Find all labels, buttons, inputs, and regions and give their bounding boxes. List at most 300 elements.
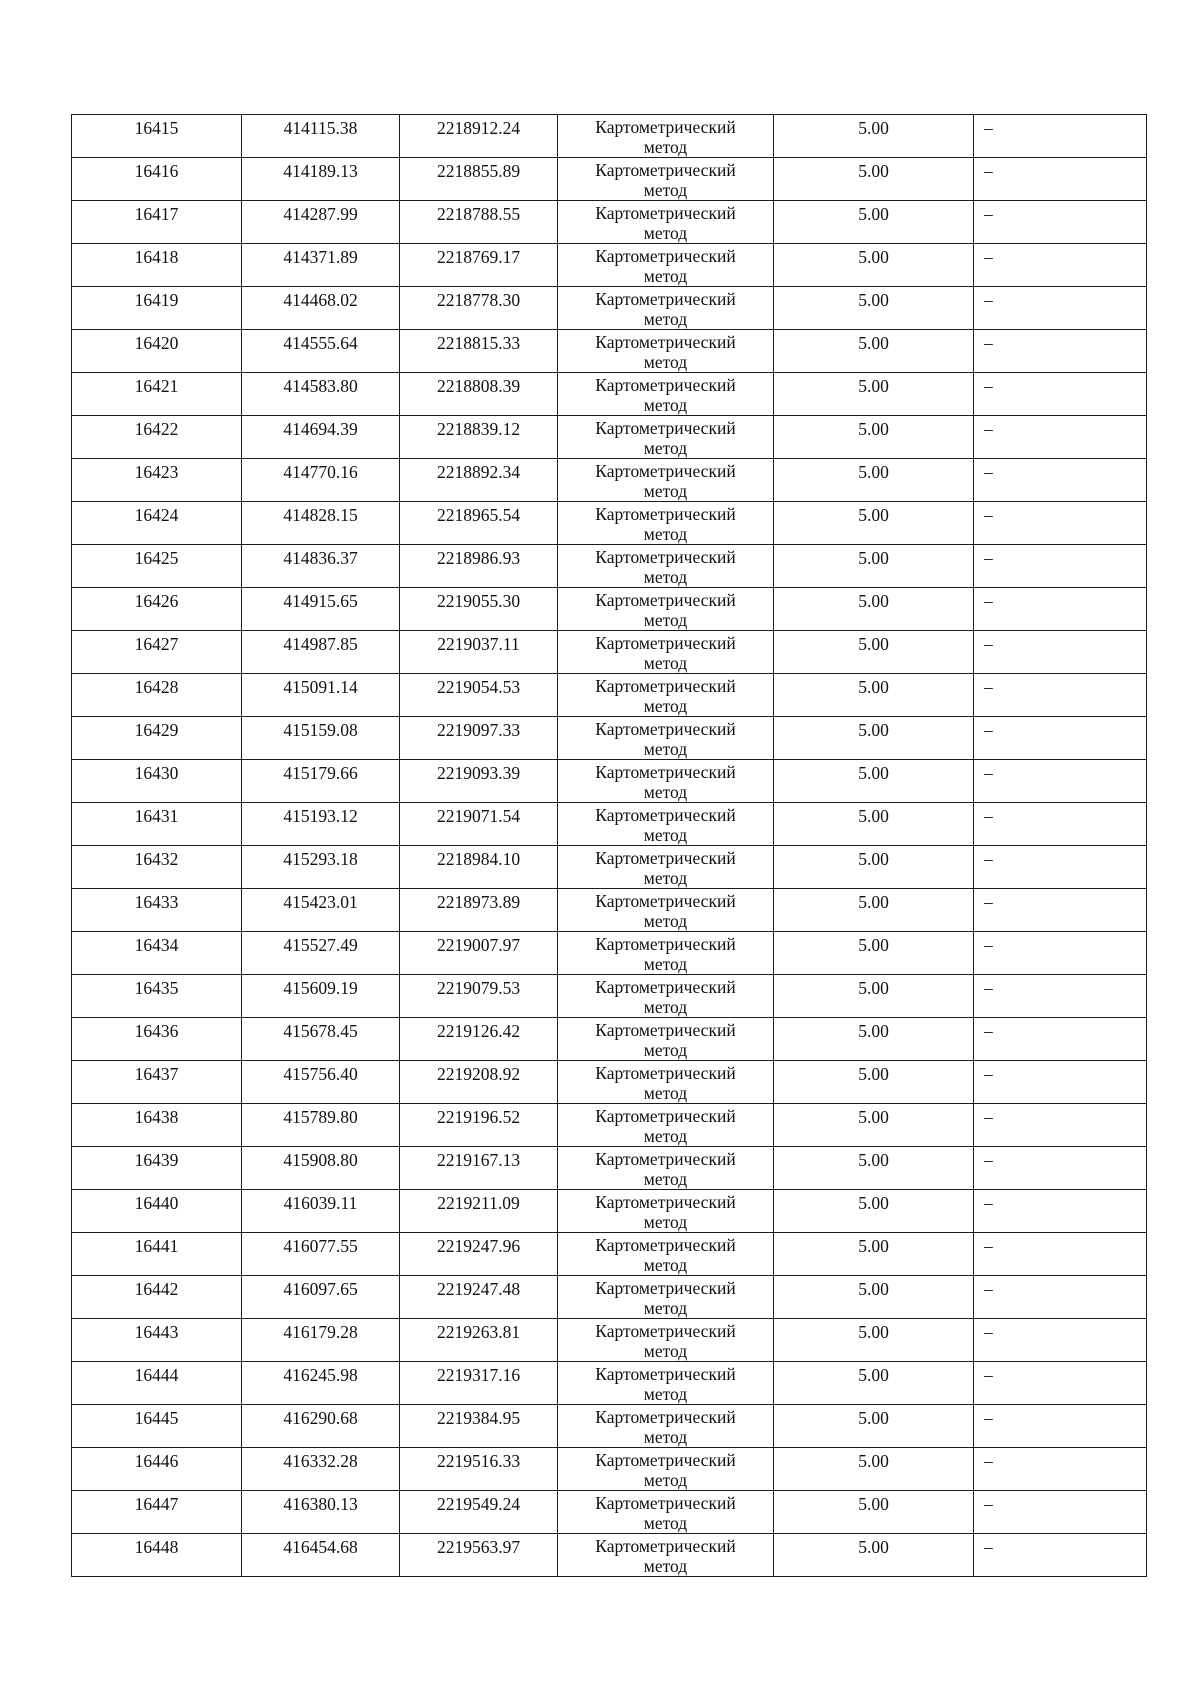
point-number-cell: 16415	[72, 115, 242, 158]
method-line-2: метод	[643, 610, 688, 630]
point-number-cell: 16441	[72, 1233, 242, 1276]
method-line-1: Картометрический	[595, 203, 736, 223]
method-line-2: метод	[643, 1040, 688, 1060]
method-cell	[558, 502, 774, 545]
coordinate-x-cell: 415756.40	[242, 1061, 400, 1104]
note-cell: –	[974, 631, 1147, 674]
note-cell: –	[974, 1491, 1147, 1534]
table-row	[72, 1104, 1147, 1147]
table-row	[72, 1061, 1147, 1104]
coordinate-x-cell: 416454.68	[242, 1534, 400, 1577]
coordinate-y-cell: 2219263.81	[400, 1319, 558, 1362]
precision-cell: 5.00	[774, 889, 974, 932]
method-cell	[558, 717, 774, 760]
method-line-1: Картометрический	[595, 934, 736, 954]
point-number-cell: 16436	[72, 1018, 242, 1061]
coordinate-x-cell: 415423.01	[242, 889, 400, 932]
coordinate-x-cell: 414987.85	[242, 631, 400, 674]
method-line-2: метод	[643, 825, 688, 845]
coordinate-x-cell: 415609.19	[242, 975, 400, 1018]
method-line-2: метод	[643, 309, 688, 329]
coordinate-y-cell: 2219007.97	[400, 932, 558, 975]
table-row	[72, 932, 1147, 975]
coordinate-x-cell: 415193.12	[242, 803, 400, 846]
method-line-2: метод	[643, 1212, 688, 1232]
method-cell	[558, 1061, 774, 1104]
precision-cell: 5.00	[774, 330, 974, 373]
precision-cell: 5.00	[774, 201, 974, 244]
coordinate-y-cell: 2219093.39	[400, 760, 558, 803]
coordinate-y-cell: 2219563.97	[400, 1534, 558, 1577]
coordinate-x-cell: 415527.49	[242, 932, 400, 975]
table-row	[72, 330, 1147, 373]
note-cell: –	[974, 1362, 1147, 1405]
method-cell	[558, 1276, 774, 1319]
table-row	[72, 717, 1147, 760]
point-number-cell: 16422	[72, 416, 242, 459]
point-number-cell: 16438	[72, 1104, 242, 1147]
note-cell: –	[974, 975, 1147, 1018]
method-cell	[558, 1190, 774, 1233]
note-cell: –	[974, 330, 1147, 373]
coordinate-x-cell: 414371.89	[242, 244, 400, 287]
method-line-1: Картометрический	[595, 848, 736, 868]
point-number-cell: 16417	[72, 201, 242, 244]
table-row	[72, 674, 1147, 717]
method-cell	[558, 674, 774, 717]
method-cell	[558, 1104, 774, 1147]
method-cell	[558, 631, 774, 674]
method-line-1: Картометрический	[595, 289, 736, 309]
method-line-1: Картометрический	[595, 1235, 736, 1255]
coordinate-x-cell: 414828.15	[242, 502, 400, 545]
precision-cell: 5.00	[774, 975, 974, 1018]
coordinate-y-cell: 2219247.96	[400, 1233, 558, 1276]
coordinate-y-cell: 2218973.89	[400, 889, 558, 932]
method-line-2: метод	[643, 696, 688, 716]
point-number-cell: 16444	[72, 1362, 242, 1405]
method-line-1: Картометрический	[595, 590, 736, 610]
coordinate-x-cell: 416332.28	[242, 1448, 400, 1491]
point-number-cell: 16435	[72, 975, 242, 1018]
precision-cell: 5.00	[774, 158, 974, 201]
table-row	[72, 631, 1147, 674]
coordinate-y-cell: 2219055.30	[400, 588, 558, 631]
method-cell	[558, 1362, 774, 1405]
table-row	[72, 1362, 1147, 1405]
point-number-cell: 16425	[72, 545, 242, 588]
coordinate-y-cell: 2218778.30	[400, 287, 558, 330]
method-line-1: Картометрический	[595, 805, 736, 825]
coordinates-table-body	[72, 115, 1147, 1577]
method-line-1: Картометрический	[595, 461, 736, 481]
method-line-1: Картометрический	[595, 1493, 736, 1513]
method-line-2: метод	[643, 481, 688, 501]
table-row	[72, 803, 1147, 846]
method-cell	[558, 201, 774, 244]
note-cell: –	[974, 760, 1147, 803]
coordinate-x-cell: 415159.08	[242, 717, 400, 760]
precision-cell: 5.00	[774, 803, 974, 846]
note-cell: –	[974, 287, 1147, 330]
method-cell	[558, 416, 774, 459]
note-cell: –	[974, 1147, 1147, 1190]
method-line-2: метод	[643, 653, 688, 673]
method-line-1: Картометрический	[595, 1278, 736, 1298]
precision-cell: 5.00	[774, 1319, 974, 1362]
method-line-1: Картометрический	[595, 246, 736, 266]
coordinate-x-cell: 414770.16	[242, 459, 400, 502]
coordinate-x-cell: 415091.14	[242, 674, 400, 717]
coordinate-x-cell: 416097.65	[242, 1276, 400, 1319]
method-line-1: Картометрический	[595, 891, 736, 911]
table-row	[72, 502, 1147, 545]
method-line-2: метод	[643, 395, 688, 415]
method-line-2: метод	[643, 1255, 688, 1275]
method-line-1: Картометрический	[595, 1321, 736, 1341]
coordinate-x-cell: 415678.45	[242, 1018, 400, 1061]
coordinate-x-cell: 416245.98	[242, 1362, 400, 1405]
method-cell	[558, 158, 774, 201]
coordinate-x-cell: 414583.80	[242, 373, 400, 416]
precision-cell: 5.00	[774, 1362, 974, 1405]
point-number-cell: 16427	[72, 631, 242, 674]
precision-cell: 5.00	[774, 588, 974, 631]
method-line-1: Картометрический	[595, 1536, 736, 1556]
coordinate-x-cell: 414468.02	[242, 287, 400, 330]
coordinate-x-cell: 416290.68	[242, 1405, 400, 1448]
method-line-1: Картометрический	[595, 977, 736, 997]
method-line-1: Картометрический	[595, 1063, 736, 1083]
method-line-1: Картометрический	[595, 1450, 736, 1470]
method-line-2: метод	[643, 997, 688, 1017]
coordinate-y-cell: 2219247.48	[400, 1276, 558, 1319]
point-number-cell: 16448	[72, 1534, 242, 1577]
method-line-2: метод	[643, 1384, 688, 1404]
method-line-2: метод	[643, 438, 688, 458]
precision-cell: 5.00	[774, 1061, 974, 1104]
method-line-2: метод	[643, 524, 688, 544]
coordinate-x-cell: 415293.18	[242, 846, 400, 889]
coordinate-x-cell: 416380.13	[242, 1491, 400, 1534]
note-cell: –	[974, 502, 1147, 545]
precision-cell: 5.00	[774, 244, 974, 287]
method-cell	[558, 1233, 774, 1276]
note-cell: –	[974, 1276, 1147, 1319]
method-line-2: метод	[643, 352, 688, 372]
precision-cell: 5.00	[774, 1534, 974, 1577]
coordinate-y-cell: 2218986.93	[400, 545, 558, 588]
coordinate-y-cell: 2219126.42	[400, 1018, 558, 1061]
method-cell	[558, 1405, 774, 1448]
precision-cell: 5.00	[774, 1233, 974, 1276]
precision-cell: 5.00	[774, 115, 974, 158]
method-line-1: Картометрический	[595, 504, 736, 524]
precision-cell: 5.00	[774, 1491, 974, 1534]
method-line-2: метод	[643, 782, 688, 802]
point-number-cell: 16426	[72, 588, 242, 631]
table-row	[72, 1405, 1147, 1448]
precision-cell: 5.00	[774, 1276, 974, 1319]
method-line-1: Картометрический	[595, 633, 736, 653]
method-cell	[558, 588, 774, 631]
precision-cell: 5.00	[774, 416, 974, 459]
coordinate-x-cell: 414555.64	[242, 330, 400, 373]
coordinate-y-cell: 2219071.54	[400, 803, 558, 846]
method-cell	[558, 1319, 774, 1362]
method-line-2: метод	[643, 180, 688, 200]
note-cell: –	[974, 1104, 1147, 1147]
method-line-2: метод	[643, 223, 688, 243]
coordinate-y-cell: 2218965.54	[400, 502, 558, 545]
table-row	[72, 889, 1147, 932]
table-row	[72, 846, 1147, 889]
table-row	[72, 1147, 1147, 1190]
precision-cell: 5.00	[774, 631, 974, 674]
method-cell	[558, 1147, 774, 1190]
method-cell	[558, 244, 774, 287]
note-cell: –	[974, 717, 1147, 760]
point-number-cell: 16423	[72, 459, 242, 502]
note-cell: –	[974, 1448, 1147, 1491]
coordinate-x-cell: 414287.99	[242, 201, 400, 244]
coordinates-table	[71, 114, 1147, 1577]
method-line-2: метод	[643, 1556, 688, 1576]
precision-cell: 5.00	[774, 1190, 974, 1233]
note-cell: –	[974, 244, 1147, 287]
note-cell: –	[974, 1534, 1147, 1577]
coordinate-y-cell: 2219384.95	[400, 1405, 558, 1448]
point-number-cell: 16442	[72, 1276, 242, 1319]
method-line-1: Картометрический	[595, 160, 736, 180]
method-line-2: метод	[643, 1341, 688, 1361]
table-row	[72, 373, 1147, 416]
coordinate-y-cell: 2218788.55	[400, 201, 558, 244]
coordinate-y-cell: 2218769.17	[400, 244, 558, 287]
coordinate-y-cell: 2219211.09	[400, 1190, 558, 1233]
note-cell: –	[974, 803, 1147, 846]
precision-cell: 5.00	[774, 760, 974, 803]
method-line-1: Картометрический	[595, 719, 736, 739]
method-line-2: метод	[643, 1126, 688, 1146]
coordinate-x-cell: 415179.66	[242, 760, 400, 803]
coordinate-y-cell: 2219167.13	[400, 1147, 558, 1190]
note-cell: –	[974, 846, 1147, 889]
method-line-1: Картометрический	[595, 1020, 736, 1040]
coordinate-x-cell: 414115.38	[242, 115, 400, 158]
point-number-cell: 16432	[72, 846, 242, 889]
precision-cell: 5.00	[774, 1448, 974, 1491]
note-cell: –	[974, 158, 1147, 201]
table-row	[72, 1491, 1147, 1534]
coordinate-y-cell: 2218892.34	[400, 459, 558, 502]
table-row	[72, 244, 1147, 287]
note-cell: –	[974, 588, 1147, 631]
precision-cell: 5.00	[774, 502, 974, 545]
precision-cell: 5.00	[774, 545, 974, 588]
method-cell	[558, 846, 774, 889]
method-cell	[558, 545, 774, 588]
method-line-1: Картометрический	[595, 547, 736, 567]
precision-cell: 5.00	[774, 1405, 974, 1448]
method-line-2: метод	[643, 266, 688, 286]
note-cell: –	[974, 674, 1147, 717]
method-cell	[558, 373, 774, 416]
method-line-2: метод	[643, 1470, 688, 1490]
note-cell: –	[974, 459, 1147, 502]
point-number-cell: 16428	[72, 674, 242, 717]
precision-cell: 5.00	[774, 1104, 974, 1147]
note-cell: –	[974, 1319, 1147, 1362]
method-cell	[558, 975, 774, 1018]
method-line-2: метод	[643, 911, 688, 931]
point-number-cell: 16440	[72, 1190, 242, 1233]
precision-cell: 5.00	[774, 717, 974, 760]
point-number-cell: 16429	[72, 717, 242, 760]
table-row	[72, 1276, 1147, 1319]
note-cell: –	[974, 545, 1147, 588]
note-cell: –	[974, 889, 1147, 932]
method-cell	[558, 889, 774, 932]
coordinate-x-cell: 416039.11	[242, 1190, 400, 1233]
point-number-cell: 16439	[72, 1147, 242, 1190]
point-number-cell: 16437	[72, 1061, 242, 1104]
method-cell	[558, 459, 774, 502]
method-line-2: метод	[643, 1083, 688, 1103]
point-number-cell: 16445	[72, 1405, 242, 1448]
coordinate-x-cell: 414189.13	[242, 158, 400, 201]
note-cell: –	[974, 416, 1147, 459]
method-line-1: Картометрический	[595, 1106, 736, 1126]
precision-cell: 5.00	[774, 1147, 974, 1190]
method-cell	[558, 1534, 774, 1577]
table-row	[72, 115, 1147, 158]
method-cell	[558, 115, 774, 158]
coordinate-y-cell: 2218984.10	[400, 846, 558, 889]
method-cell	[558, 803, 774, 846]
coordinate-y-cell: 2219208.92	[400, 1061, 558, 1104]
coordinate-y-cell: 2219549.24	[400, 1491, 558, 1534]
note-cell: –	[974, 1233, 1147, 1276]
method-cell	[558, 932, 774, 975]
coordinate-x-cell: 415908.80	[242, 1147, 400, 1190]
coordinate-y-cell: 2218912.24	[400, 115, 558, 158]
method-line-1: Картометрический	[595, 1192, 736, 1212]
table-row	[72, 760, 1147, 803]
note-cell: –	[974, 1190, 1147, 1233]
precision-cell: 5.00	[774, 674, 974, 717]
method-line-1: Картометрический	[595, 332, 736, 352]
coordinate-y-cell: 2219516.33	[400, 1448, 558, 1491]
method-line-1: Картометрический	[595, 1407, 736, 1427]
precision-cell: 5.00	[774, 459, 974, 502]
note-cell: –	[974, 1405, 1147, 1448]
coordinate-y-cell: 2218839.12	[400, 416, 558, 459]
table-row	[72, 975, 1147, 1018]
coordinate-y-cell: 2219037.11	[400, 631, 558, 674]
coordinate-y-cell: 2219196.52	[400, 1104, 558, 1147]
coordinate-x-cell: 414836.37	[242, 545, 400, 588]
coordinate-y-cell: 2219054.53	[400, 674, 558, 717]
precision-cell: 5.00	[774, 846, 974, 889]
method-line-1: Картометрический	[595, 1149, 736, 1169]
precision-cell: 5.00	[774, 1018, 974, 1061]
method-line-1: Картометрический	[595, 762, 736, 782]
point-number-cell: 16419	[72, 287, 242, 330]
table-row	[72, 1448, 1147, 1491]
coordinate-x-cell: 416077.55	[242, 1233, 400, 1276]
table-row	[72, 545, 1147, 588]
point-number-cell: 16433	[72, 889, 242, 932]
method-line-1: Картометрический	[595, 117, 736, 137]
table-row	[72, 201, 1147, 244]
method-line-2: метод	[643, 954, 688, 974]
method-line-1: Картометрический	[595, 418, 736, 438]
point-number-cell: 16431	[72, 803, 242, 846]
table-row	[72, 459, 1147, 502]
method-line-1: Картометрический	[595, 676, 736, 696]
coordinate-y-cell: 2219317.16	[400, 1362, 558, 1405]
table-row	[72, 158, 1147, 201]
method-line-2: метод	[643, 868, 688, 888]
point-number-cell: 16447	[72, 1491, 242, 1534]
precision-cell: 5.00	[774, 932, 974, 975]
method-line-2: метод	[643, 1169, 688, 1189]
coordinate-y-cell: 2218815.33	[400, 330, 558, 373]
table-row	[72, 1190, 1147, 1233]
note-cell: –	[974, 373, 1147, 416]
table-row	[72, 1233, 1147, 1276]
point-number-cell: 16434	[72, 932, 242, 975]
method-line-2: метод	[643, 567, 688, 587]
method-line-2: метод	[643, 1427, 688, 1447]
coordinate-y-cell: 2219097.33	[400, 717, 558, 760]
precision-cell: 5.00	[774, 373, 974, 416]
precision-cell: 5.00	[774, 287, 974, 330]
table-row	[72, 1018, 1147, 1061]
coordinate-y-cell: 2218808.39	[400, 373, 558, 416]
method-line-1: Картометрический	[595, 375, 736, 395]
method-line-2: метод	[643, 137, 688, 157]
method-cell	[558, 1018, 774, 1061]
table-row	[72, 416, 1147, 459]
method-line-2: метод	[643, 1513, 688, 1533]
coordinate-y-cell: 2219079.53	[400, 975, 558, 1018]
point-number-cell: 16430	[72, 760, 242, 803]
method-line-1: Картометрический	[595, 1364, 736, 1384]
table-row	[72, 1534, 1147, 1577]
table-row	[72, 588, 1147, 631]
coordinate-y-cell: 2218855.89	[400, 158, 558, 201]
note-cell: –	[974, 1061, 1147, 1104]
method-cell	[558, 1491, 774, 1534]
note-cell: –	[974, 932, 1147, 975]
point-number-cell: 16446	[72, 1448, 242, 1491]
coordinate-x-cell: 414694.39	[242, 416, 400, 459]
table-row	[72, 1319, 1147, 1362]
method-line-2: метод	[643, 739, 688, 759]
method-cell	[558, 760, 774, 803]
method-cell	[558, 330, 774, 373]
coordinate-x-cell: 414915.65	[242, 588, 400, 631]
point-number-cell: 16424	[72, 502, 242, 545]
point-number-cell: 16418	[72, 244, 242, 287]
point-number-cell: 16420	[72, 330, 242, 373]
point-number-cell: 16416	[72, 158, 242, 201]
table-row	[72, 287, 1147, 330]
point-number-cell: 16421	[72, 373, 242, 416]
point-number-cell: 16443	[72, 1319, 242, 1362]
